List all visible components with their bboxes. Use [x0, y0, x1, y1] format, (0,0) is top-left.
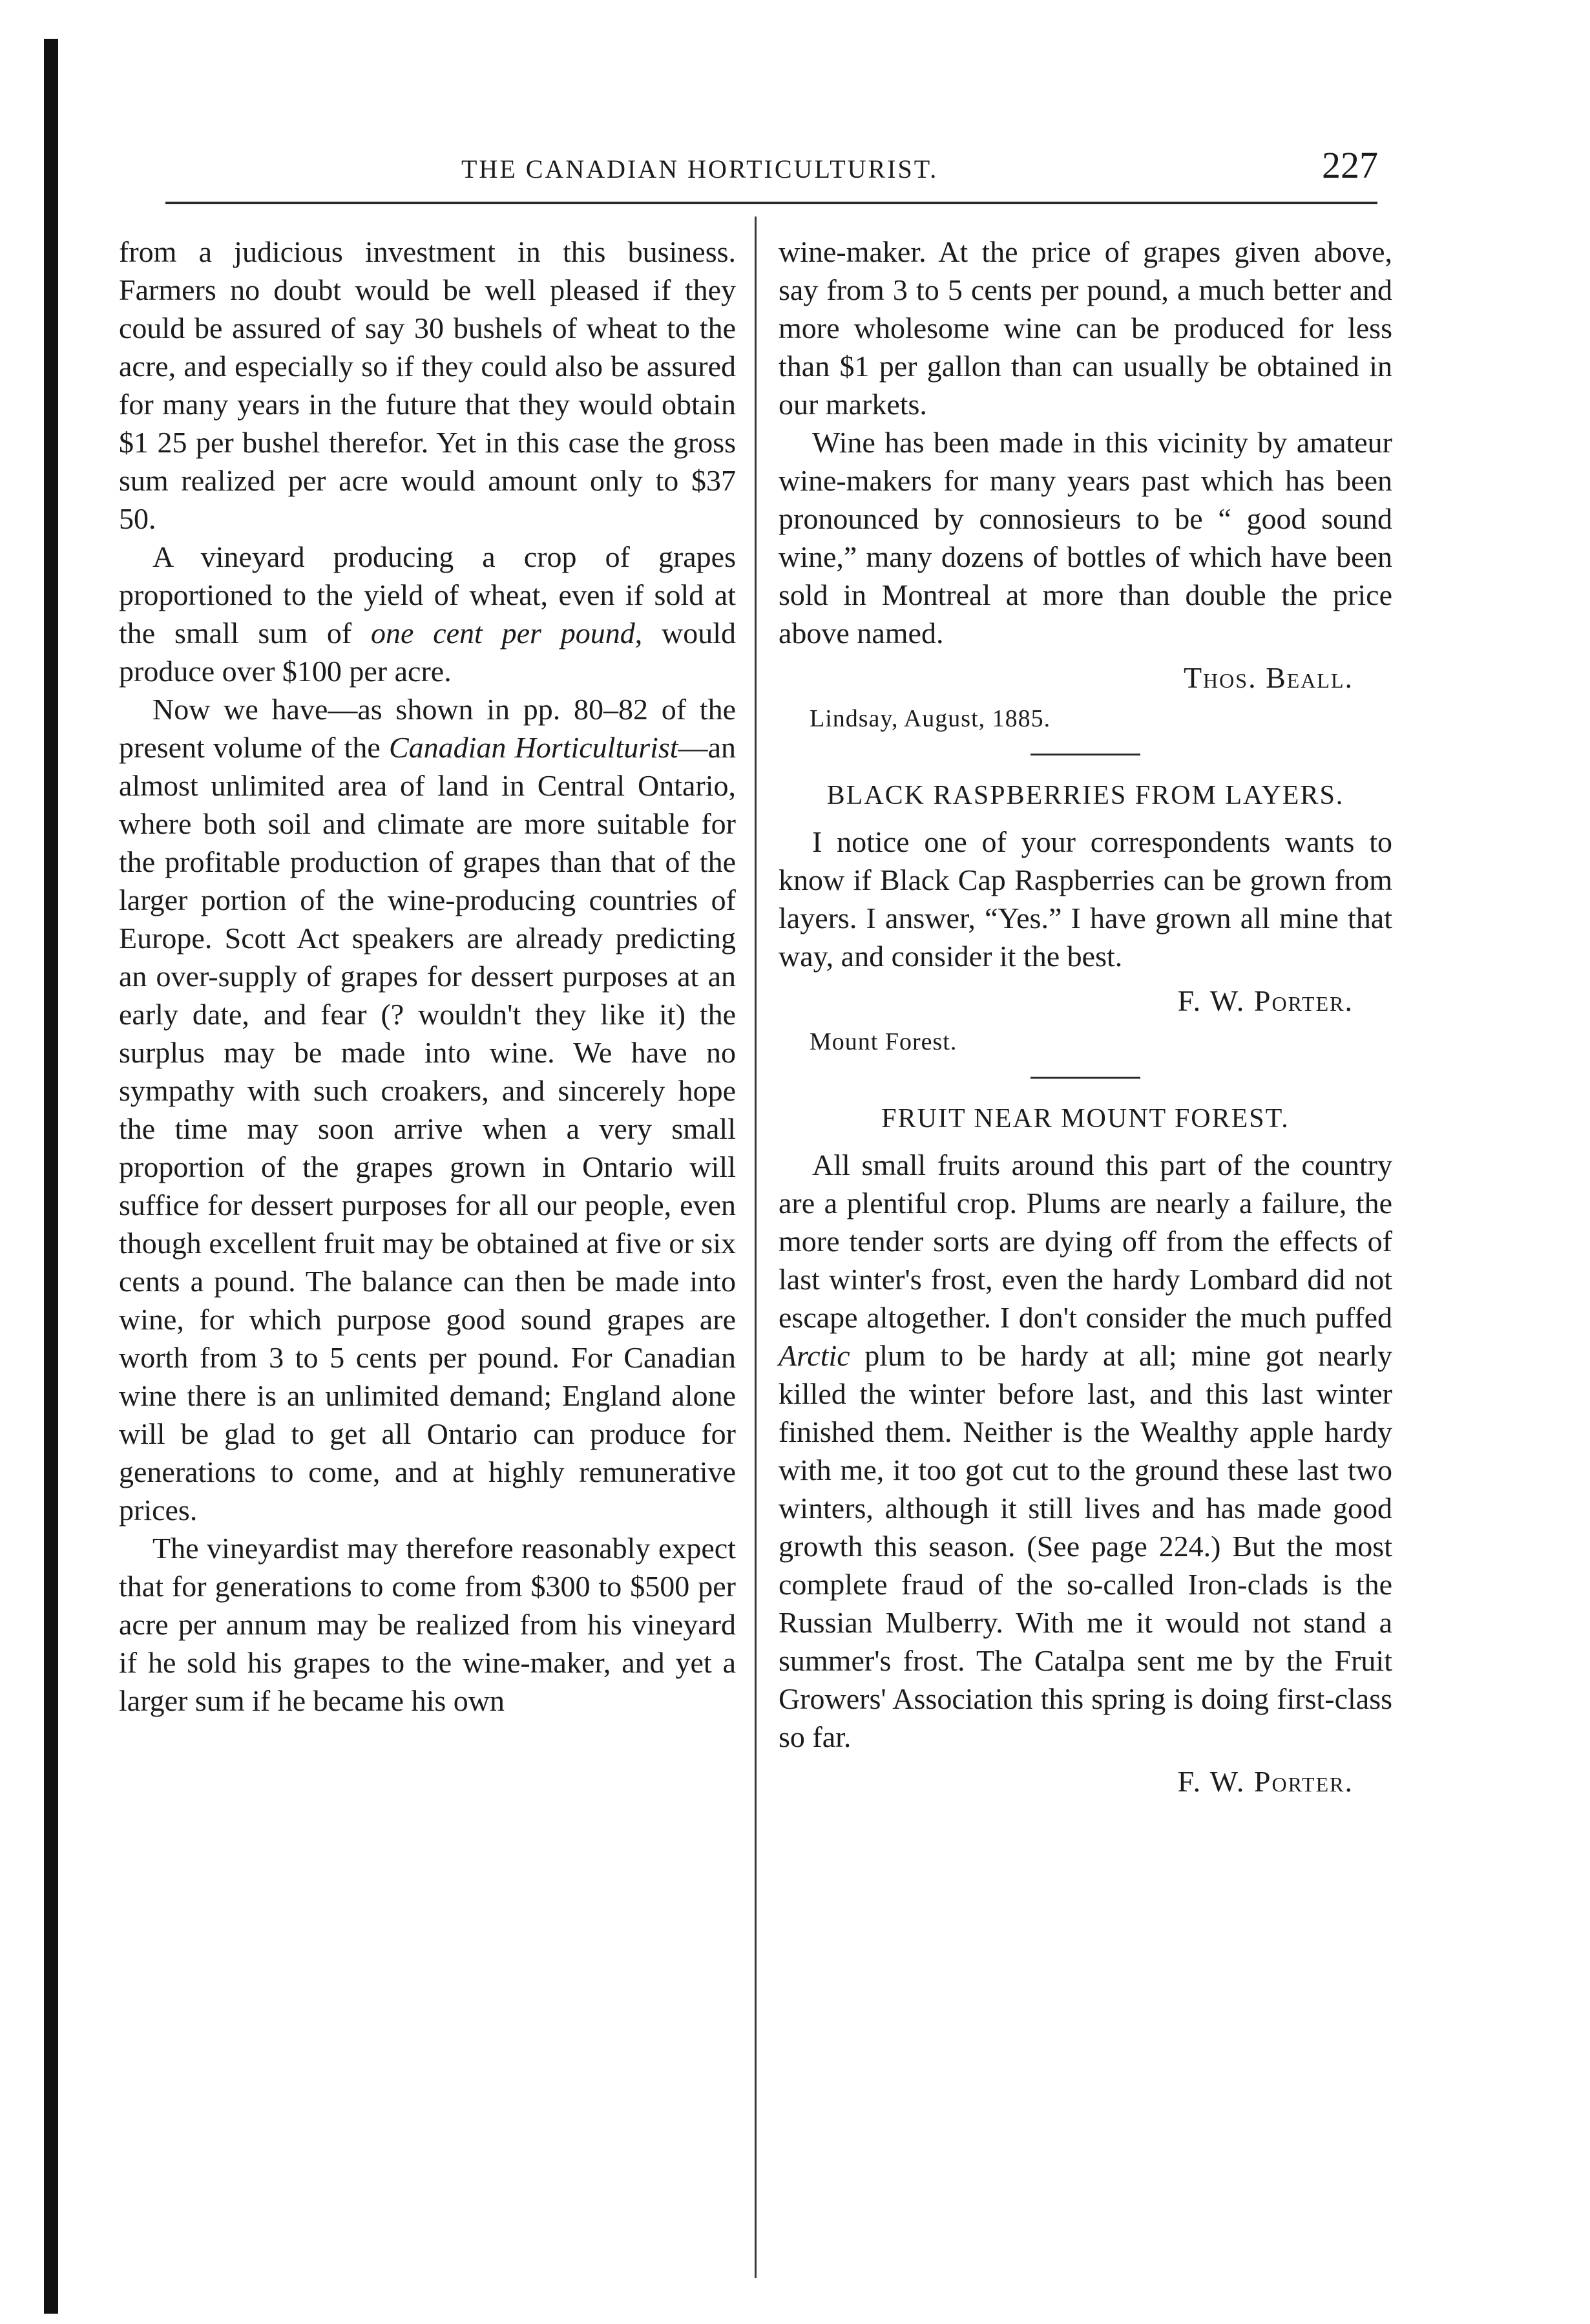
scan-edge-shadow: [44, 39, 58, 2314]
dateline-lindsay: Lindsay, August, 1885.: [810, 705, 1051, 732]
paragraph-small-fruits: [779, 1146, 1392, 1756]
section-rule: [1030, 754, 1140, 755]
italic-arctic: Arctic: [779, 1339, 850, 1372]
paragraph-ontario-land: [119, 690, 736, 1529]
right-column: [779, 233, 1392, 1806]
paragraph-vineyardist: The vineyardist may therefore reasonably expect that for generations to come from $300 to $500 per acre per annum may be realized from his vineyard if he sold his grapes to the wine-maker, and yet a larger sum if he became his own: [119, 1532, 736, 1717]
paragraph-amateur-wine: Wine has been made in this vicinity by amateur wine-makers for many years past which has been pronounced by connosieurs to be “ good sound wine,” many dozens of bottles of which have been sold in Montreal at more than double the price above named.: [779, 426, 1392, 650]
text-span: All small fruits around this part of the country are a plentiful crop. Plums are nearly a failure, the more tender sorts are dying off from the effects of last winter's frost, even the hardy Lombard did not escape altogether. I don't consider the much puffed: [779, 1148, 1392, 1334]
text-span: —an almost unlimited area of land in Central Ontario, where both soil and climate are more suitable for the profitable production of grapes than that of the larger portion of the wine-producing countries of Europe. Scott Act speakers are already predicting an over-supply of grapes for dessert purposes at an early date, and fear (? wouldn't they like it) the surplus may be made into wine. We have no sympathy with such croakers, and sincerely hope the time may soon arrive when a very small proportion of the grapes grown in Ontario will suffice for dessert purposes for all our people, even though excellent fruit may be obtained at five or six cents a pound. The balance can then be made into wine, for which purpose good sound grapes are worth from 3 to 5 cents per pound. For Canadian wine there is an unlimited demand; England alone will be glad to get all Ontario can produce for generations to come, and at highly remunerative prices.: [119, 731, 737, 1526]
paragraph-investment: from a judicious investment in this business. Farmers no doubt would be well pleased if they could be assured of say 30 bushels of wheat to the acre, and especially so if they could also be assured for many years in the future that they would obtain $1 25 per bushel therefor. Yet in this case the gross sum realized per acre would amount only to $37 50.: [119, 235, 736, 535]
italic-publication-title: Canadian Horticulturist: [388, 731, 678, 764]
text-span: , would produce over $100 per acre.: [119, 617, 737, 688]
signature-porter-1: F. W. Porter.: [1177, 984, 1354, 1017]
paragraph-vineyard-yield: [119, 538, 736, 690]
heading-fruit-mount-forest: FRUIT NEAR MOUNT FOREST.: [881, 1104, 1290, 1134]
left-column: [119, 233, 736, 1720]
text-span: A vineyard producing a crop of grapes proportioned to the yield of wheat, even if sold at the small sum of: [119, 540, 736, 650]
heading-black-raspberries: BLACK RASPBERRIES FROM LAYERS.: [826, 781, 1344, 810]
italic-phrase: one cent per pound: [371, 617, 635, 650]
signature-porter-2: F. W. Porter.: [1177, 1765, 1354, 1798]
column-divider: [755, 217, 757, 2278]
paragraph-raspberries: I notice one of your correspondents wants to know if Black Cap Raspberries can be grown from layers. I answer, “Yes.” I have grown all mine that way, and consider it the best.: [779, 825, 1392, 973]
signature-beall: Thos. Beall.: [1183, 661, 1354, 694]
header-rule: [165, 202, 1377, 204]
text-span: Now we have—as shown in pp. 80–82 of the present volume of the: [119, 693, 736, 764]
paragraph-wine-maker: wine-maker. At the price of grapes given above, say from 3 to 5 cents per pound, a much better and more wholesome wine can be produced for less than $1 per gallon than can usually be obtained in our markets.: [779, 235, 1392, 421]
section-rule: [1030, 1077, 1140, 1079]
running-header-title: THE CANADIAN HORTICULTURIST.: [461, 154, 939, 184]
page-number: 227: [1322, 144, 1378, 186]
text-span: plum to be hardy at all; mine got nearly killed the winter before last, and this last winter finished them. Neither is the Wealthy apple hardy with me, it too got cut to the ground these last two winters, although it still lives and has made good growth this season. (See page 224.) But the most complete fraud of the so-called Iron-clads is the Russian Mulberry. With me it would not stand a summer's frost. The Catalpa sent me by the Fruit Growers' Association this spring is doing first-class so far.: [779, 1339, 1392, 1753]
dateline-mount-forest: Mount Forest.: [810, 1028, 957, 1055]
